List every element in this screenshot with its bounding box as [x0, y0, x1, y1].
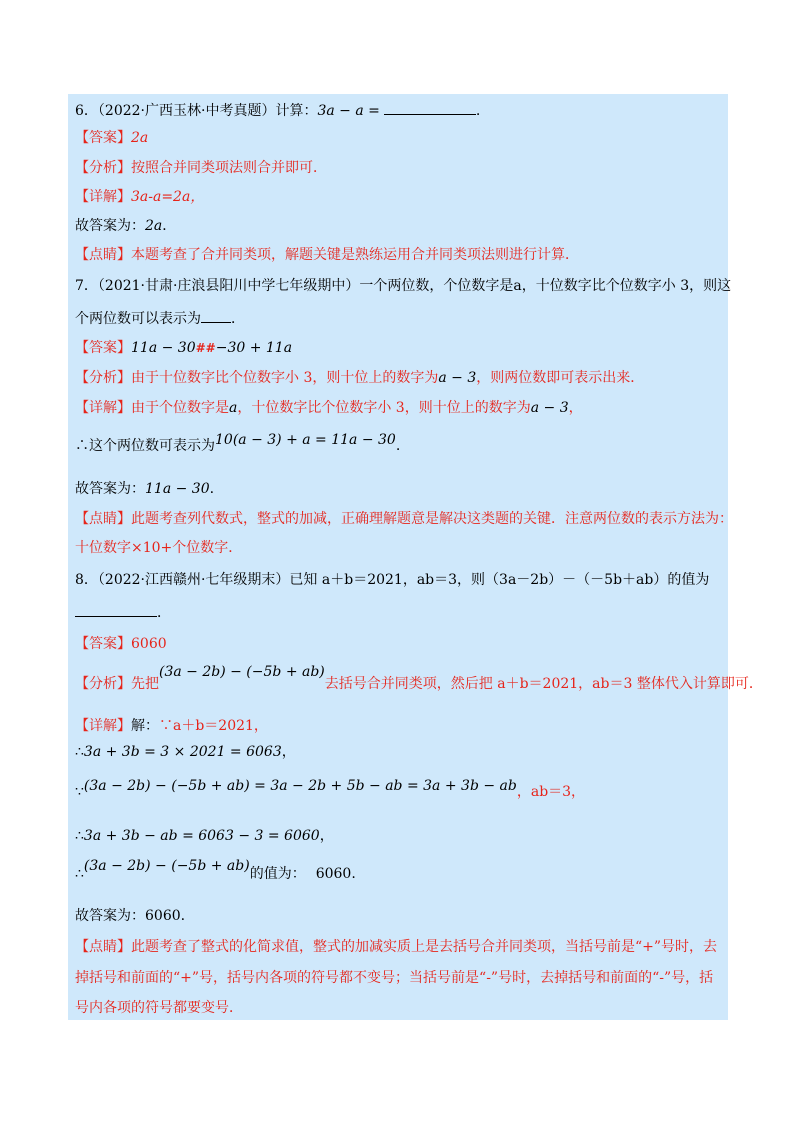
q7-point-line1: 【点睛】此题考查列代数式，整式的加减，正确理解题意是解决这类题的关键．注意两位数的表示方法为： [75, 511, 733, 527]
q8-step4: ∴(3a − 2b) − (−5b + ab)的值为： 6060. [75, 858, 356, 882]
q7-detail: 【详解】由于个位数字是a，十位数字比个位数字小 3，则十位上的数字为a − 3， [75, 400, 583, 416]
q6-source: （2022·广西玉林·中考真题）计算： [97, 103, 318, 119]
q8-answer-blank [75, 602, 157, 617]
q6-answer-blank [384, 100, 476, 115]
q6-conclusion: 故答案为：2a． [75, 218, 177, 234]
q8-step3: ∴3a + 3b − ab = 6063 − 3 = 6060， [75, 828, 334, 844]
q7-stem-line2: 个两位数可以表示为 ． [75, 308, 245, 329]
q8-answer: 【答案】6060 [75, 636, 167, 652]
q7-stem-line1: 7．（2021·甘肃·庄浪县阳川中学七年级期中）一个两位数，个位数字是a，十位数字比个位数字小 3，则这 [75, 278, 732, 294]
q7-answer: 【答案】11a − 30##−30 + 11a [75, 340, 293, 356]
q6-expression: 3a − a = [317, 103, 380, 119]
q6-answer: 【答案】2a [75, 130, 149, 146]
q7-analysis: 【分析】由于十位数字比个位数字小 3，则十位上的数字为a − 3，则两位数即可表示出来． [75, 370, 645, 386]
q8-conclusion: 故答案为：6060. [75, 908, 186, 924]
q8-step1: ∴3a + 3b = 3 × 2021 = 6063， [75, 744, 296, 760]
q7-conclusion: 故答案为：11a − 30. [75, 481, 215, 497]
q8-analysis: 【分析】先把(3a − 2b) − (−5b + ab)去括号合并同类项，然后把 a＋b＝2021，ab＝3 整体代入计算即可． [75, 664, 763, 692]
q6-detail: 【详解】3a-a=2a， [75, 189, 205, 205]
q8-point-line3: 号内各项的符号都要变号． [75, 1000, 243, 1016]
q8-point-line1: 【点睛】此题考查了整式的化简求值，整式的加减实质上是去括号合并同类项，当括号前是“+”号时，去 [75, 939, 718, 955]
q6-stem: 6．（2022·广西玉林·中考真题）计算：3a − a = . [75, 100, 480, 121]
q7-answer-blank [201, 308, 231, 323]
q7-step1: ∴这个两位数可表示为10(a − 3) + a = 11a − 30. [75, 432, 401, 454]
q8-stem-line1: 8．（2022·江西赣州·七年级期末）已知 a＋b＝2021，ab＝3，则（3a－2b）－（－5b＋ab）的值为 [75, 572, 710, 588]
q6-point: 【点睛】本题考查了合并同类项，解题关键是熟练运用合并同类项法则进行计算． [75, 247, 579, 263]
q7-point-line2: 十位数字×10+个位数字． [75, 540, 243, 556]
q8-detail: 【详解】解：∵a＋b＝2021， [75, 718, 268, 734]
q8-point-line2: 掉括号和前面的“+”号，括号内各项的符号都不变号；当括号前是“-”号时，去掉括号和前面的“-”号，括 [75, 970, 714, 986]
q6-analysis: 【分析】按照合并同类项法则合并即可． [75, 160, 327, 176]
q8-stem-line2: ． [75, 602, 171, 623]
q6-number: 6． [75, 103, 98, 119]
q8-step2: ∵(3a − 2b) − (−5b + ab) = 3a − 2b + 5b − ab = 3a + 3b − ab，ab＝3， [75, 778, 586, 800]
